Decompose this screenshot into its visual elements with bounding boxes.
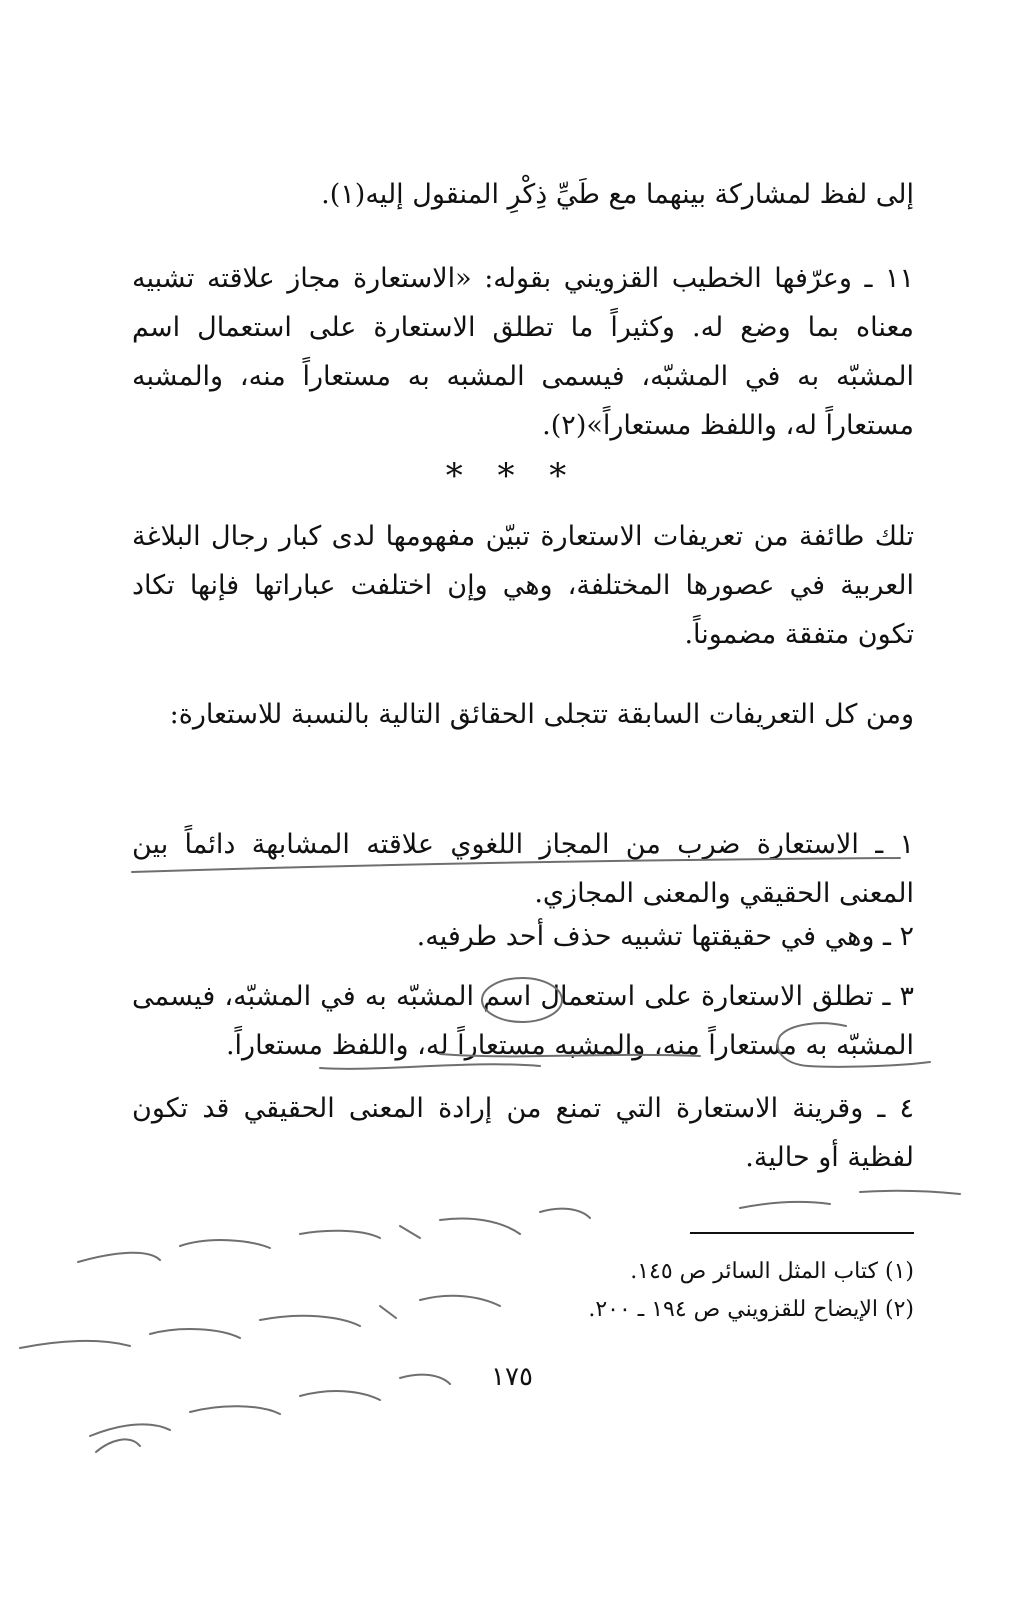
paragraph-summary: تلك طائفة من تعريفات الاستعارة تبيّن مفهومها لدى كبار رجال البلاغة العربية في عصورها المختلفة، وهي وإن اختلفت عباراتها فإنها تكاد تكون متفقة مضموناً. xyxy=(132,521,914,650)
footnote-divider xyxy=(690,1232,914,1234)
footnote-2: (٢) الإيضاح للقزويني ص ١٩٤ ـ ٢٠٠. xyxy=(588,1297,914,1322)
paragraph-definition-11: ١١ ـ وعرّفها الخطيب القزويني بقوله: «الاستعارة مجاز علاقته تشبيه معناه بما وضع له. وكثيراً ما تطلق الاستعارة على استعمال اسم المشبّه به في المشبّه، فيسمى المشبه به مستعاراً منه، والمشبه مستعاراً له، واللفظ مستعاراً»(٢). xyxy=(132,263,914,441)
fact-4: ٤ ـ وقرينة الاستعارة التي تمنع من إرادة المعنى الحقيقي قد تكون لفظية أو حالية. xyxy=(132,1093,914,1173)
footnote-1: (١) كتاب المثل السائر ص ١٤٥. xyxy=(630,1259,914,1284)
fact-2: ٢ ـ وهي في حقيقتها تشبيه حذف أحد طرفيه. xyxy=(416,921,914,952)
section-separator: * * * xyxy=(445,456,579,496)
fact-3: ٣ ـ تطلق الاستعارة على استعمال اسم المشبّه به في المشبّه، فيسمى المشبّه به مستعاراً منه، والمشبه مستعاراً له، واللفظ مستعاراً. xyxy=(132,981,914,1061)
paragraph-facts-intro: ومن كل التعريفات السابقة تتجلى الحقائق التالية بالنسبة للاستعارة: xyxy=(169,699,914,730)
page-number: ١٧٥ xyxy=(491,1362,533,1392)
fact-1: ١ ـ الاستعارة ضرب من المجاز اللغوي علاقته المشابهة دائماً بين المعنى الحقيقي والمعنى المجازي. xyxy=(132,829,914,909)
paragraph-continuation: إلى لفظ لمشاركة بينهما مع طَيِّ ذِكْرِ المنقول إليه(١). xyxy=(321,179,914,210)
